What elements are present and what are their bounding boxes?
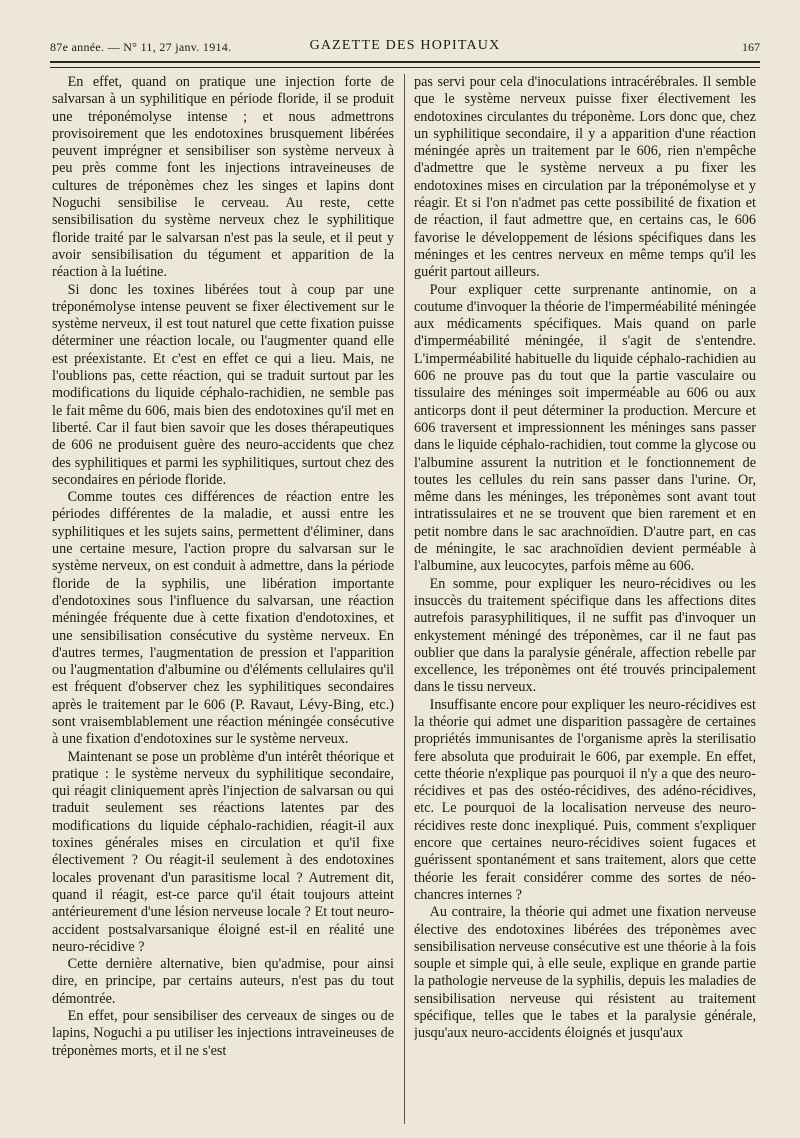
paragraph: En somme, pour expliquer les neuro-récidives ou les insuccès du traitement spécifique dans les affections dites autrefois parasyphilitiques, il ne suffit pas d'invoquer un enkystement méningé des tréponèmes, car il ne faut pas oublier que dans la paralysie générale, affection rebelle par excellence, les tréponèmes ont été trouvés principalement dans le tissu nerveux. bbox=[414, 575, 756, 696]
column-divider bbox=[404, 74, 405, 1124]
right-column bbox=[414, 74, 756, 1124]
paragraph: Au contraire, la théorie qui admet une fixation nerveuse élective des endotoxines libérées des tréponèmes avec sensibilisation nerveuse consécutive est une théorie à la fois souple et simple qui, à elle seule, explique en grande partie la pathologie nerveuse de la syphilis, depuis les maladies de sensibilisation nerveuse qui résistent au traitement spécifique, telles que le tabes et la paralysie générale, jusqu'aux neuro-accidents éloignés et jusqu'aux bbox=[414, 904, 756, 1042]
paragraph: Pour expliquer cette surprenante antinomie, on a coutume d'invoquer la théorie de l'imperméabilité méningée aux médicaments spécifiques. Mais quand on parle d'imperméabilité méningée, il s'agit de s'entendre. L'imperméabilité habituelle du liquide céphalo-rachidien au 606 ne prouve pas du tout que la partie vasculaire ou tissulaire des méninges soit imperméable au 606 ou aux anticorps dont il peut déterminer la production. Mercure et 606 traversent et impressionnent les méninges sans passer dans le liquide céphalo-rachidien, tout comme la glycose ou l'albumine assurent la nutrition et le fonctionnement de toutes les cellules du rein sans passer dans l'urine. Or, même dans les méninges, les tréponèmes sont avant tout intratissulaires et ne se trouvent que bien rarement et en petit nombre dans le sac arachnoïdien. D'autre part, en cas de méningite, le sac arachnoïdien devient perméable à l'albumine, aux leucocytes, parfois même au 606. bbox=[414, 281, 756, 575]
left-column bbox=[52, 74, 394, 1124]
running-header bbox=[50, 36, 760, 58]
paragraph: Cette dernière alternative, bien qu'admise, pour ainsi dire, en principe, par certains auteurs, n'est pas du tout démontrée. bbox=[52, 956, 394, 1007]
journal-title: GAZETTE DES HOPITAUX bbox=[309, 38, 501, 53]
paragraph: En effet, quand on pratique une injection forte de salvarsan à un syphilitique en période floride, il se produit une tréponémolyse intense ; et nous admettrons provisoirement que les endotoxines brusquement libérées peuvent imprégner et sensibiliser son système nerveux à peu près comme font les injections intraveineuses de cultures de tréponèmes chez les singes et lapins dont Noguchi sensibilise le cerveau. Au reste, cette sensibilisation du système nerveux chez le syphilitique floride traité par le salvarsan n'est pas la seule, et il peut y avoir sensibilisation du tégument et apparition de la réaction à la luétine. bbox=[52, 74, 394, 281]
paragraph: pas servi pour cela d'inoculations intracérébrales. Il semble que le système nerveux puisse fixer électivement les endotoxines circulantes du tréponème. Lors donc que, chez un syphilitique secondaire, il y a apparition d'une réaction méningée après un traitement par le 606, rien n'empêche d'admettre que le système nerveux a pu fixer les endotoxines mises en circulation par la tréponémolyse et y réagir. Et si l'on n'admet pas cette possibilité de fixation et de réaction, il faut admettre que, en certains cas, le 606 favorise le développement de lésions spécifiques dans les méninges et les centres nerveux en même temps qu'il les guérit partout ailleurs. bbox=[414, 74, 756, 281]
paragraph: En effet, pour sensibiliser des cerveaux de singes ou de lapins, Noguchi a pu utiliser les injections intraveineuses de tréponèmes morts, et il ne s'est bbox=[52, 1008, 394, 1059]
header-rule bbox=[50, 61, 760, 68]
page-number: 167 bbox=[742, 40, 760, 54]
issue-info: 87e année. — N° 11, 27 janv. 1914. bbox=[50, 40, 232, 54]
paragraph: Maintenant se pose un problème d'un intérêt théorique et pratique : le système nerveux du syphilitique secondaire, qui réagit cliniquement après l'injection de salvarsan ou qui traduit seulement ses réactions latentes par des modifications du liquide céphalo-rachidien, réagit-il aux toxines générales mises en circulation et qu'il fixe électivement ? Ou réagit-il seulement à des endotoxines locales provenant d'un parasitisme local ? Autrement dit, quand il réagit, est-ce parce qu'il était toujours atteint antérieurement d'une lésion nerveuse locale ? Et tout neuro-accident postsalvarsanique éloigné est-il en réalité une neuro-récidive ? bbox=[52, 748, 394, 955]
paragraph: Si donc les toxines libérées tout à coup par une tréponémolyse intense peuvent se fixer électivement sur le système nerveux, il est tout naturel que cette fixation puisse déterminer une réaction locale, ou l'augmenter quand elle est préexistante. Et c'est en effet ce qui a lieu. Mais, ne l'oublions pas, cette réaction, qui se traduit surtout par les modifications du liquide céphalo-rachidien, ne semble pas le fait même du 606, mais bien des endotoxines qu'il met en liberté. Car il faut bien savoir que les doses thérapeutiques de 606 ne produisent guère des neuro-accidents que chez des syphilitiques et parmi les syphilitiques, surtout chez des secondaires en période floride. bbox=[52, 281, 394, 488]
paragraph: Insuffisante encore pour expliquer les neuro-récidives est la théorie qui admet une disparition passagère de certaines propriétés immunisantes de l'organisme après la sterilisatio fere absoluta que produirait le 606, par exemple. En effet, cette théorie n'explique pas pourquoi il n'y a que des neuro-récidives et pas des ostéo-récidives, des adéno-récidives, etc. Le pourquoi de la localisation nerveuse des neuro-récidives reste donc inexpliqué. Puis, comment s'expliquer encore que certaines neuro-récidives soient fugaces et guérissent spontanément et sans traitement, alors que cette théorie les ferait considérer comme des sortes de néo-chancres internes ? bbox=[414, 696, 756, 903]
paragraph: Comme toutes ces différences de réaction entre les périodes différentes de la maladie, et aussi entre les syphilitiques et les sujets sains, permettent d'éliminer, dans une certaine mesure, l'action propre du salvarsan sur le système nerveux, on est conduit à admettre, dans la période floride de la syphilis, une libération importante d'endotoxines sous l'influence du salvarsan, une réaction méningée fréquente due à cette fixation d'endotoxines, et une sensibilisation consécutive du système nerveux. En d'autres termes, l'augmentation de pression et l'apparition ou l'augmentation d'albumine ou d'éléments cellulaires qu'il est fréquent d'observer chez les syphilitiques secondaires après le traitement par le 606 (P. Ravaut, Lévy-Bing, etc.) sont vraisemblablement une réaction méningée consécutive à une fixation d'endotoxines sur le système nerveux. bbox=[52, 489, 394, 748]
